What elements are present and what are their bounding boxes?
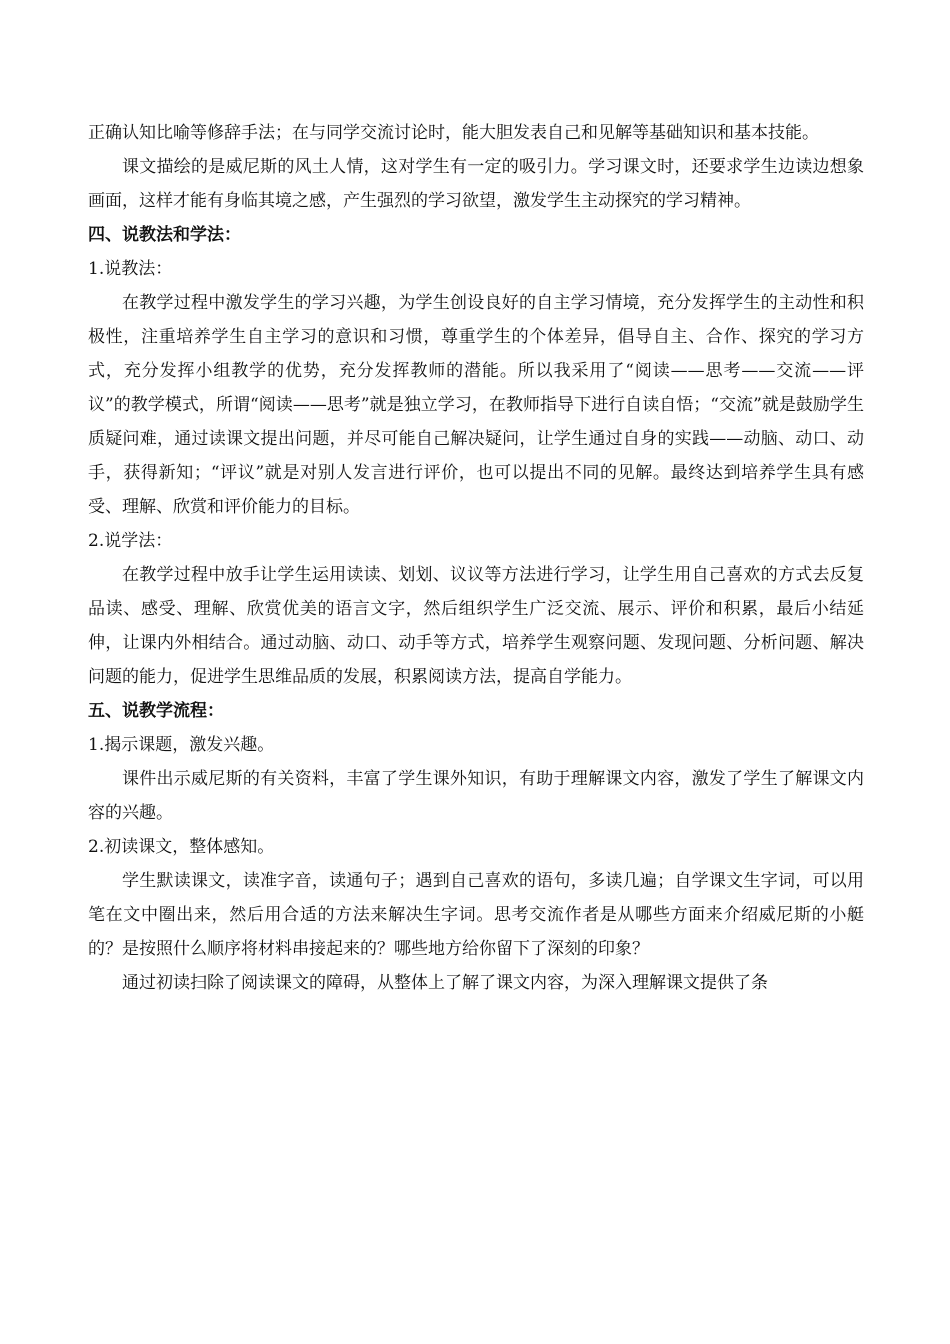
- paragraph-objectives-end: 正确认知比喻等修辞手法；在与同学交流讨论时，能大胆发表自己和见解等基础知识和基本技能。: [88, 123, 819, 143]
- paragraph-first-reading-result: 通过初读扫除了阅读课文的障碍，从整体上了解了课文内容，为深入理解课文提供了条: [122, 973, 768, 993]
- subheading-teaching-method: 1.说教法：: [88, 259, 173, 279]
- paragraph-first-reading: 学生默读课文，读准字音，读通句子；遇到自己喜欢的语句，多读几遍；自学课文生字词，可以用笔在文中圈出来，然后用合适的方法来解决生字词。思考交流作者是从哪些方面来介绍威尼斯的小艇的？是按照什么顺序将材料串接起来的？哪些地方给你留下了深刻的印象？: [88, 871, 864, 959]
- document-page: [88, 116, 864, 1000]
- section-heading-methods: 四、说教法和学法：: [88, 225, 241, 245]
- paragraph-learning-method: 在教学过程中放手让学生运用读读、划划、议议等方法进行学习，让学生用自己喜欢的方式去反复品读、感受、理解、欣赏优美的语言文字，然后组织学生广泛交流、展示、评价和积累，最后小结延伸，让课内外相结合。通过动脑、动口、动手等方式，培养学生观察问题、发现问题、分析问题、解决问题的能力，促进学生思维品质的发展，积累阅读方法，提高自学能力。: [88, 565, 864, 687]
- subheading-learning-method: 2.说学法：: [88, 531, 173, 551]
- paragraph-reveal-topic: 课件出示威尼斯的有关资料，丰富了学生课外知识，有助于理解课文内容，激发了学生了解课文内容的兴趣。: [88, 769, 864, 823]
- paragraph-teaching-method: 在教学过程中激发学生的学习兴趣，为学生创设良好的自主学习情境，充分发挥学生的主动性和积极性，注重培养学生自主学习的意识和习惯，尊重学生的个体差异，倡导自主、合作、探究的学习方式，充分发挥小组教学的优势，充分发挥教师的潜能。所以我采用了“阅读——思考——交流——评议”的教学模式，所谓“阅读——思考”就是独立学习，在教师指导下进行自读自悟；“交流”就是鼓励学生质疑问难，通过读课文提出问题，并尽可能自己解决疑问，让学生通过自身的实践——动脑、动口、动手，获得新知；“评议”就是对别人发言进行评价，也可以提出不同的见解。最终达到培养学生具有感受、理解、欣赏和评价能力的目标。: [88, 293, 864, 517]
- section-heading-process: 五、说教学流程：: [88, 701, 224, 721]
- paragraph-text-appeal: 课文描绘的是威尼斯的风土人情，这对学生有一定的吸引力。学习课文时，还要求学生边读边想象画面，这样才能有身临其境之感，产生强烈的学习欲望，激发学生主动探究的学习精神。: [88, 157, 864, 211]
- step-reveal-topic: 1.揭示课题，激发兴趣。: [88, 735, 275, 755]
- step-first-reading: 2.初读课文，整体感知。: [88, 837, 275, 857]
